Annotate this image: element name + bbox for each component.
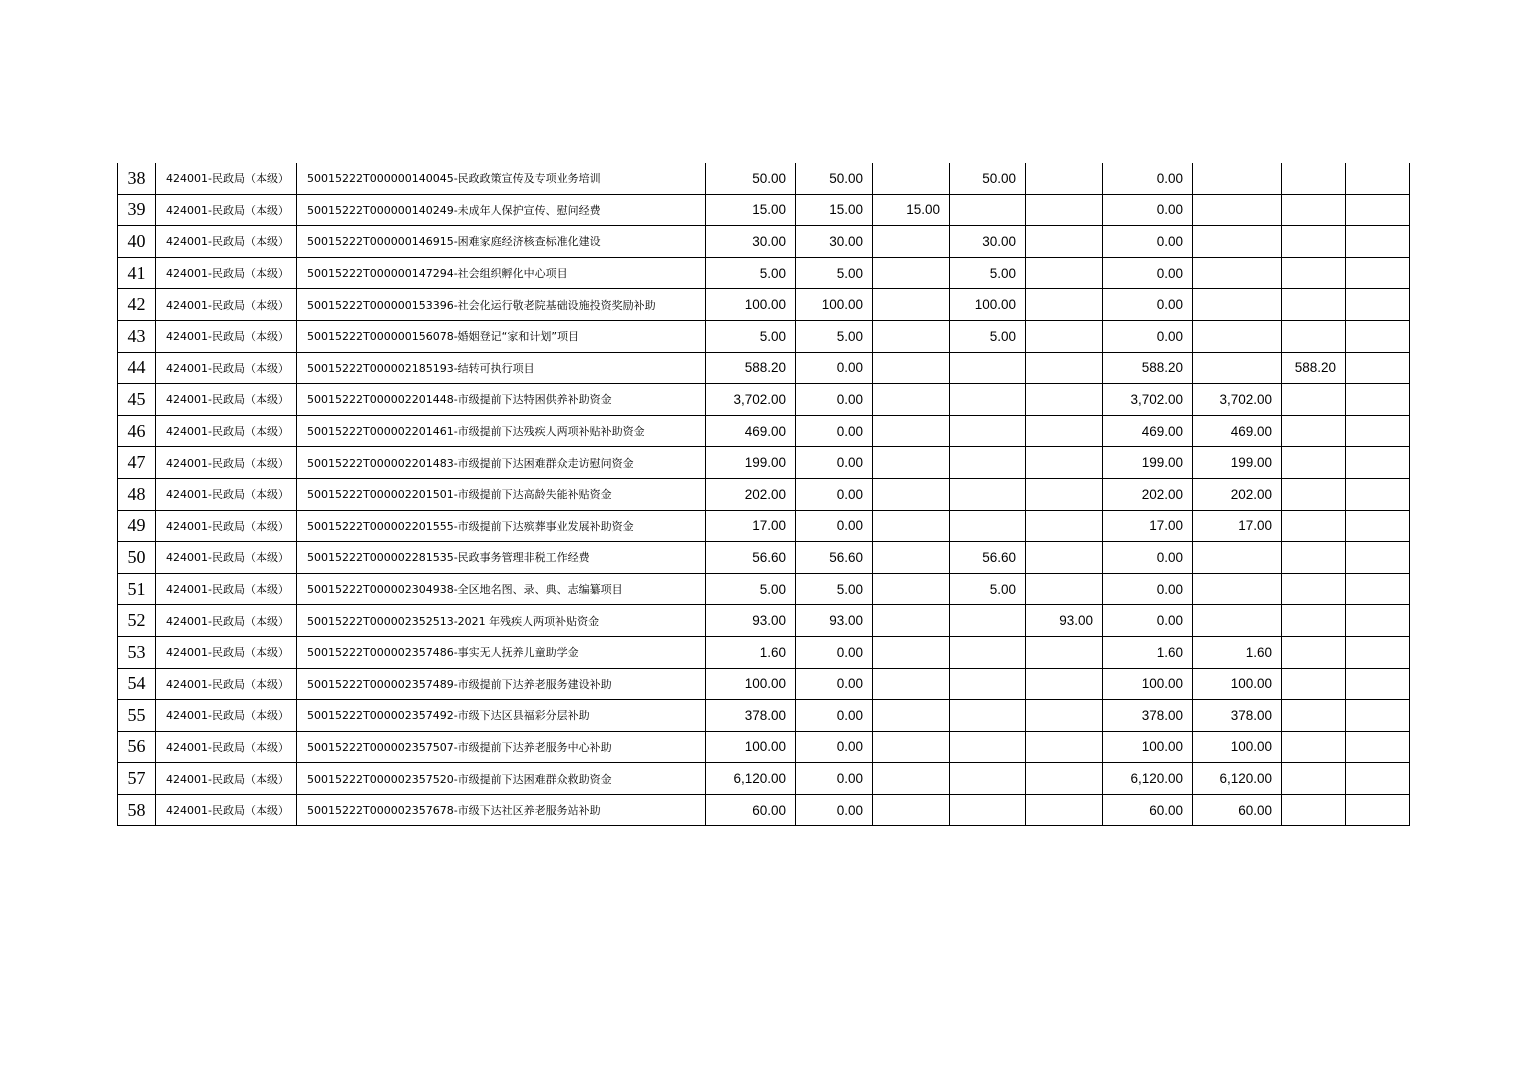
col-c-cell: [873, 226, 950, 258]
col-c-cell: [873, 636, 950, 668]
col-c-cell: 15.00: [873, 194, 950, 226]
col-h-cell: [1282, 510, 1346, 542]
basic-budget-cell: 56.60: [796, 542, 873, 574]
basic-budget-cell: 0.00: [796, 700, 873, 732]
basic-budget-cell: 0.00: [796, 794, 873, 826]
col-g-cell: [1193, 605, 1282, 637]
col-c-cell: [873, 478, 950, 510]
col-c-cell: [873, 415, 950, 447]
col-c-cell: [873, 384, 950, 416]
table-row: [118, 352, 1410, 384]
basic-budget-cell: 0.00: [796, 763, 873, 795]
basic-budget-cell: 93.00: [796, 605, 873, 637]
col-d-cell: [950, 668, 1026, 700]
col-h-cell: [1282, 163, 1346, 194]
unit-cell: 424001-民政局（本级）: [156, 447, 297, 479]
col-g-cell: 6,120.00: [1193, 763, 1282, 795]
col-g-cell: 100.00: [1193, 668, 1282, 700]
col-g-cell: [1193, 542, 1282, 574]
col-d-cell: [950, 731, 1026, 763]
col-i-cell: [1346, 542, 1410, 574]
col-g-cell: [1193, 226, 1282, 258]
col-e-cell: 93.00: [1026, 605, 1103, 637]
col-d-cell: 56.60: [950, 542, 1026, 574]
row-index: 46: [118, 415, 156, 447]
total-cell: 50.00: [706, 163, 796, 194]
col-g-cell: [1193, 257, 1282, 289]
basic-budget-cell: 5.00: [796, 573, 873, 605]
project-cell: 50015222T000002357520-市级提前下达困难群众救助资金: [297, 763, 706, 795]
col-f-cell: 0.00: [1103, 194, 1193, 226]
total-cell: 100.00: [706, 289, 796, 321]
col-e-cell: [1026, 163, 1103, 194]
table-row: [118, 226, 1410, 258]
row-index: 50: [118, 542, 156, 574]
basic-budget-cell: 5.00: [796, 320, 873, 352]
project-cell: 50015222T000002201483-市级提前下达困难群众走访慰问资金: [297, 447, 706, 479]
col-i-cell: [1346, 605, 1410, 637]
col-g-cell: 202.00: [1193, 478, 1282, 510]
col-i-cell: [1346, 194, 1410, 226]
project-cell: 50015222T000002352513-2021 年残疾人两项补贴资金: [297, 605, 706, 637]
col-h-cell: 588.20: [1282, 352, 1346, 384]
table-row: [118, 636, 1410, 668]
col-i-cell: [1346, 447, 1410, 479]
col-f-cell: 0.00: [1103, 163, 1193, 194]
row-index: 53: [118, 636, 156, 668]
col-h-cell: [1282, 700, 1346, 732]
row-index: 40: [118, 226, 156, 258]
row-index: 49: [118, 510, 156, 542]
col-f-cell: 588.20: [1103, 352, 1193, 384]
col-d-cell: [950, 763, 1026, 795]
col-i-cell: [1346, 384, 1410, 416]
col-h-cell: [1282, 668, 1346, 700]
project-cell: 50015222T000002357678-市级下达社区养老服务站补助: [297, 794, 706, 826]
col-f-cell: 0.00: [1103, 257, 1193, 289]
col-f-cell: 0.00: [1103, 226, 1193, 258]
total-cell: 93.00: [706, 605, 796, 637]
col-h-cell: [1282, 636, 1346, 668]
basic-budget-cell: 30.00: [796, 226, 873, 258]
total-cell: 1.60: [706, 636, 796, 668]
row-index: 38: [118, 163, 156, 194]
unit-cell: 424001-民政局（本级）: [156, 573, 297, 605]
col-g-cell: 17.00: [1193, 510, 1282, 542]
total-cell: 56.60: [706, 542, 796, 574]
total-cell: 469.00: [706, 415, 796, 447]
row-index: 57: [118, 763, 156, 795]
col-e-cell: [1026, 320, 1103, 352]
basic-budget-cell: 0.00: [796, 478, 873, 510]
unit-cell: 424001-民政局（本级）: [156, 352, 297, 384]
col-d-cell: [950, 415, 1026, 447]
basic-budget-cell: 0.00: [796, 415, 873, 447]
col-f-cell: 0.00: [1103, 289, 1193, 321]
col-g-cell: 1.60: [1193, 636, 1282, 668]
unit-cell: 424001-民政局（本级）: [156, 636, 297, 668]
col-c-cell: [873, 447, 950, 479]
row-index: 48: [118, 478, 156, 510]
col-c-cell: [873, 320, 950, 352]
row-index: 56: [118, 731, 156, 763]
col-i-cell: [1346, 510, 1410, 542]
col-d-cell: [950, 194, 1026, 226]
unit-cell: 424001-民政局（本级）: [156, 163, 297, 194]
unit-cell: 424001-民政局（本级）: [156, 700, 297, 732]
col-d-cell: [950, 478, 1026, 510]
col-h-cell: [1282, 415, 1346, 447]
project-cell: 50015222T000002201461-市级提前下达残疾人两项补贴补助资金: [297, 415, 706, 447]
col-f-cell: 0.00: [1103, 605, 1193, 637]
col-e-cell: [1026, 636, 1103, 668]
col-c-cell: [873, 257, 950, 289]
col-f-cell: 0.00: [1103, 320, 1193, 352]
project-cell: 50015222T000002201501-市级提前下达高龄失能补贴资金: [297, 478, 706, 510]
row-index: 43: [118, 320, 156, 352]
col-f-cell: 3,702.00: [1103, 384, 1193, 416]
col-h-cell: [1282, 794, 1346, 826]
unit-cell: 424001-民政局（本级）: [156, 763, 297, 795]
col-f-cell: 202.00: [1103, 478, 1193, 510]
col-f-cell: 17.00: [1103, 510, 1193, 542]
col-c-cell: [873, 573, 950, 605]
col-e-cell: [1026, 731, 1103, 763]
col-e-cell: [1026, 352, 1103, 384]
unit-cell: 424001-民政局（本级）: [156, 415, 297, 447]
basic-budget-cell: 0.00: [796, 447, 873, 479]
col-e-cell: [1026, 700, 1103, 732]
col-e-cell: [1026, 384, 1103, 416]
col-i-cell: [1346, 226, 1410, 258]
col-g-cell: [1193, 194, 1282, 226]
basic-budget-cell: 5.00: [796, 257, 873, 289]
table-row: [118, 384, 1410, 416]
basic-budget-cell: 0.00: [796, 731, 873, 763]
col-e-cell: [1026, 573, 1103, 605]
col-d-cell: [950, 794, 1026, 826]
row-index: 42: [118, 289, 156, 321]
col-f-cell: 100.00: [1103, 731, 1193, 763]
col-i-cell: [1346, 289, 1410, 321]
row-index: 45: [118, 384, 156, 416]
total-cell: 60.00: [706, 794, 796, 826]
table-row: [118, 415, 1410, 447]
col-e-cell: [1026, 257, 1103, 289]
basic-budget-cell: 15.00: [796, 194, 873, 226]
col-i-cell: [1346, 700, 1410, 732]
table-row: [118, 320, 1410, 352]
col-f-cell: 6,120.00: [1103, 763, 1193, 795]
col-h-cell: [1282, 289, 1346, 321]
unit-cell: 424001-民政局（本级）: [156, 257, 297, 289]
table-row: [118, 163, 1410, 194]
table-row: [118, 668, 1410, 700]
row-index: 44: [118, 352, 156, 384]
basic-budget-cell: 0.00: [796, 668, 873, 700]
col-g-cell: [1193, 320, 1282, 352]
col-e-cell: [1026, 289, 1103, 321]
unit-cell: 424001-民政局（本级）: [156, 384, 297, 416]
col-d-cell: 5.00: [950, 320, 1026, 352]
col-h-cell: [1282, 542, 1346, 574]
col-c-cell: [873, 510, 950, 542]
row-index: 39: [118, 194, 156, 226]
col-c-cell: [873, 542, 950, 574]
table-row: [118, 510, 1410, 542]
col-h-cell: [1282, 320, 1346, 352]
project-cell: 50015222T000002185193-结转可执行项目: [297, 352, 706, 384]
col-g-cell: [1193, 289, 1282, 321]
col-i-cell: [1346, 573, 1410, 605]
col-c-cell: [873, 605, 950, 637]
col-c-cell: [873, 731, 950, 763]
col-e-cell: [1026, 668, 1103, 700]
col-f-cell: 378.00: [1103, 700, 1193, 732]
col-g-cell: 199.00: [1193, 447, 1282, 479]
unit-cell: 424001-民政局（本级）: [156, 194, 297, 226]
table-row: [118, 194, 1410, 226]
col-f-cell: 60.00: [1103, 794, 1193, 826]
col-d-cell: [950, 352, 1026, 384]
col-i-cell: [1346, 478, 1410, 510]
unit-cell: 424001-民政局（本级）: [156, 226, 297, 258]
col-h-cell: [1282, 763, 1346, 795]
table-row: [118, 573, 1410, 605]
unit-cell: 424001-民政局（本级）: [156, 320, 297, 352]
col-c-cell: [873, 763, 950, 795]
project-cell: 50015222T000000140045-民政政策宣传及专项业务培训: [297, 163, 706, 194]
col-c-cell: [873, 352, 950, 384]
total-cell: 6,120.00: [706, 763, 796, 795]
col-i-cell: [1346, 794, 1410, 826]
project-cell: 50015222T000002357489-市级提前下达养老服务建设补助: [297, 668, 706, 700]
total-cell: 100.00: [706, 731, 796, 763]
total-cell: 5.00: [706, 573, 796, 605]
col-d-cell: 5.00: [950, 257, 1026, 289]
project-cell: 50015222T000000140249-未成年人保护宣传、慰问经费: [297, 194, 706, 226]
project-cell: 50015222T000002357486-事实无人抚养儿童助学金: [297, 636, 706, 668]
col-g-cell: 3,702.00: [1193, 384, 1282, 416]
col-d-cell: 5.00: [950, 573, 1026, 605]
col-i-cell: [1346, 352, 1410, 384]
table-body: [118, 163, 1410, 826]
project-cell: 50015222T000002201555-市级提前下达殡葬事业发展补助资金: [297, 510, 706, 542]
basic-budget-cell: 100.00: [796, 289, 873, 321]
col-g-cell: 100.00: [1193, 731, 1282, 763]
col-g-cell: 378.00: [1193, 700, 1282, 732]
table-row: [118, 447, 1410, 479]
project-cell: 50015222T000002201448-市级提前下达特困供养补助资金: [297, 384, 706, 416]
col-i-cell: [1346, 763, 1410, 795]
col-g-cell: 60.00: [1193, 794, 1282, 826]
row-index: 52: [118, 605, 156, 637]
col-h-cell: [1282, 447, 1346, 479]
project-cell: 50015222T000002357507-市级提前下达养老服务中心补助: [297, 731, 706, 763]
col-e-cell: [1026, 226, 1103, 258]
col-h-cell: [1282, 257, 1346, 289]
table-row: [118, 700, 1410, 732]
col-i-cell: [1346, 320, 1410, 352]
col-h-cell: [1282, 384, 1346, 416]
unit-cell: 424001-民政局（本级）: [156, 731, 297, 763]
col-h-cell: [1282, 226, 1346, 258]
basic-budget-cell: 0.00: [796, 510, 873, 542]
col-g-cell: [1193, 163, 1282, 194]
row-index: 47: [118, 447, 156, 479]
col-c-cell: [873, 163, 950, 194]
col-h-cell: [1282, 194, 1346, 226]
budget-table: [117, 163, 1410, 826]
col-i-cell: [1346, 731, 1410, 763]
unit-cell: 424001-民政局（本级）: [156, 289, 297, 321]
table-row: [118, 605, 1410, 637]
table-row: [118, 478, 1410, 510]
project-cell: 50015222T000000146915-困难家庭经济核查标准化建设: [297, 226, 706, 258]
row-index: 58: [118, 794, 156, 826]
total-cell: 588.20: [706, 352, 796, 384]
unit-cell: 424001-民政局（本级）: [156, 478, 297, 510]
row-index: 51: [118, 573, 156, 605]
col-e-cell: [1026, 763, 1103, 795]
table-row: [118, 763, 1410, 795]
col-f-cell: 199.00: [1103, 447, 1193, 479]
col-f-cell: 0.00: [1103, 542, 1193, 574]
col-d-cell: [950, 605, 1026, 637]
total-cell: 5.00: [706, 320, 796, 352]
col-i-cell: [1346, 668, 1410, 700]
row-index: 55: [118, 700, 156, 732]
total-cell: 3,702.00: [706, 384, 796, 416]
project-cell: 50015222T000002357492-市级下达区县福彩分层补助: [297, 700, 706, 732]
basic-budget-cell: 50.00: [796, 163, 873, 194]
unit-cell: 424001-民政局（本级）: [156, 510, 297, 542]
unit-cell: 424001-民政局（本级）: [156, 668, 297, 700]
col-d-cell: [950, 700, 1026, 732]
col-c-cell: [873, 668, 950, 700]
col-e-cell: [1026, 510, 1103, 542]
total-cell: 5.00: [706, 257, 796, 289]
total-cell: 30.00: [706, 226, 796, 258]
col-e-cell: [1026, 415, 1103, 447]
total-cell: 202.00: [706, 478, 796, 510]
total-cell: 17.00: [706, 510, 796, 542]
project-cell: 50015222T000002281535-民政事务管理非税工作经费: [297, 542, 706, 574]
project-cell: 50015222T000002304938-全区地名图、录、典、志编纂项目: [297, 573, 706, 605]
col-e-cell: [1026, 794, 1103, 826]
row-index: 54: [118, 668, 156, 700]
total-cell: 15.00: [706, 194, 796, 226]
col-e-cell: [1026, 478, 1103, 510]
col-d-cell: 100.00: [950, 289, 1026, 321]
col-g-cell: [1193, 352, 1282, 384]
col-d-cell: [950, 447, 1026, 479]
total-cell: 378.00: [706, 700, 796, 732]
row-index: 41: [118, 257, 156, 289]
col-c-cell: [873, 289, 950, 321]
col-d-cell: [950, 384, 1026, 416]
col-f-cell: 0.00: [1103, 573, 1193, 605]
project-cell: 50015222T000000156078-婚姻登记“家和计划”项目: [297, 320, 706, 352]
col-c-cell: [873, 794, 950, 826]
col-h-cell: [1282, 731, 1346, 763]
table-row: [118, 794, 1410, 826]
col-d-cell: 50.00: [950, 163, 1026, 194]
basic-budget-cell: 0.00: [796, 352, 873, 384]
col-e-cell: [1026, 447, 1103, 479]
total-cell: 100.00: [706, 668, 796, 700]
col-f-cell: 469.00: [1103, 415, 1193, 447]
col-g-cell: 469.00: [1193, 415, 1282, 447]
col-i-cell: [1346, 636, 1410, 668]
table-row: [118, 257, 1410, 289]
col-d-cell: [950, 636, 1026, 668]
table-row: [118, 542, 1410, 574]
basic-budget-cell: 0.00: [796, 636, 873, 668]
col-d-cell: [950, 510, 1026, 542]
col-h-cell: [1282, 605, 1346, 637]
col-i-cell: [1346, 257, 1410, 289]
col-f-cell: 1.60: [1103, 636, 1193, 668]
unit-cell: 424001-民政局（本级）: [156, 542, 297, 574]
col-h-cell: [1282, 478, 1346, 510]
basic-budget-cell: 0.00: [796, 384, 873, 416]
col-i-cell: [1346, 163, 1410, 194]
col-h-cell: [1282, 573, 1346, 605]
col-e-cell: [1026, 194, 1103, 226]
col-i-cell: [1346, 415, 1410, 447]
project-cell: 50015222T000000153396-社会化运行敬老院基础设施投资奖励补助: [297, 289, 706, 321]
col-d-cell: 30.00: [950, 226, 1026, 258]
table-row: [118, 289, 1410, 321]
col-c-cell: [873, 700, 950, 732]
project-cell: 50015222T000000147294-社会组织孵化中心项目: [297, 257, 706, 289]
unit-cell: 424001-民政局（本级）: [156, 794, 297, 826]
table-row: [118, 731, 1410, 763]
col-f-cell: 100.00: [1103, 668, 1193, 700]
total-cell: 199.00: [706, 447, 796, 479]
unit-cell: 424001-民政局（本级）: [156, 605, 297, 637]
col-e-cell: [1026, 542, 1103, 574]
col-g-cell: [1193, 573, 1282, 605]
